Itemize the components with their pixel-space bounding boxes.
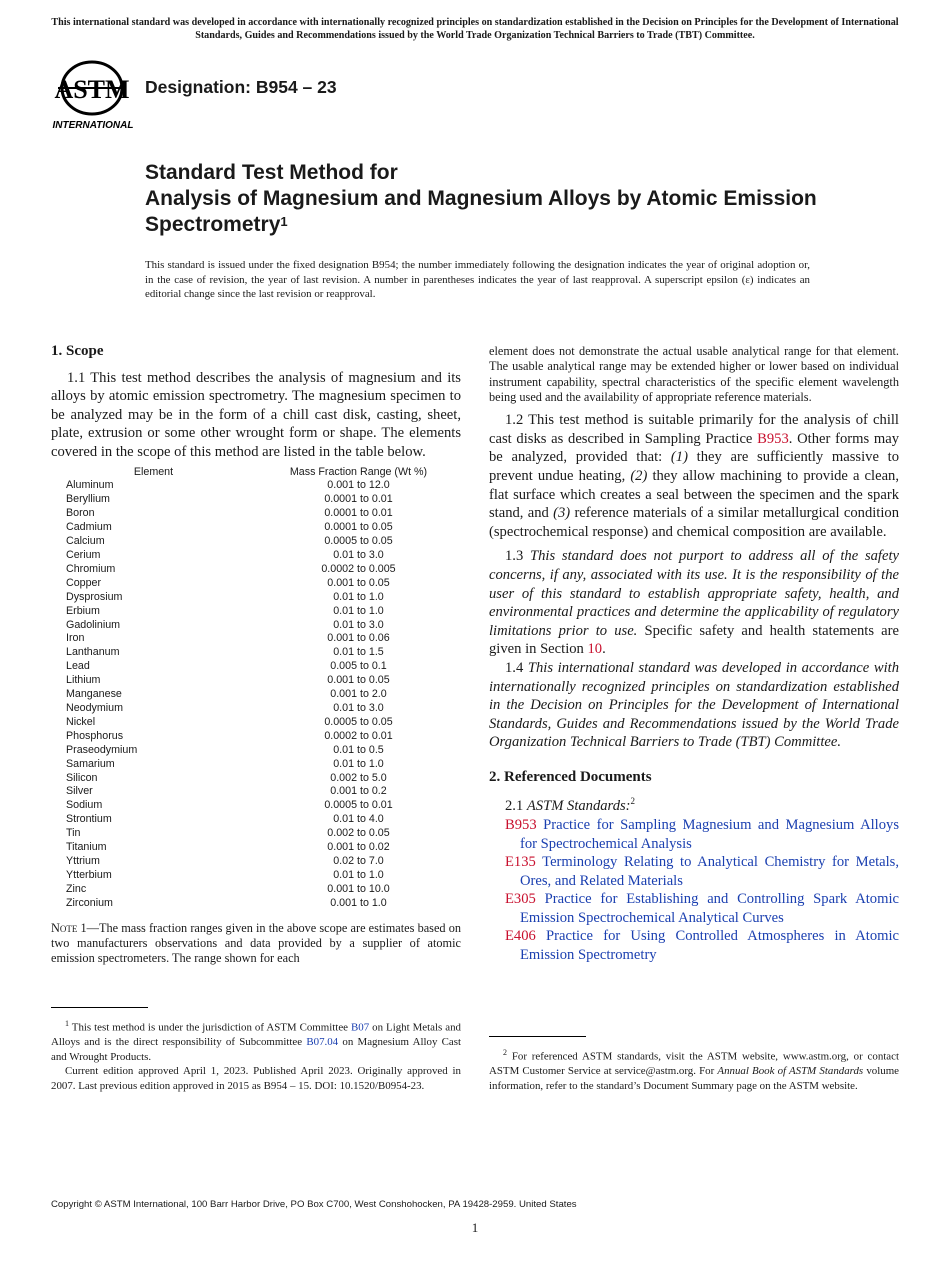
mass-fraction-range: 0.02 to 7.0 [333, 854, 384, 867]
element-name: Silver [66, 785, 93, 798]
astm-standards-label: 2.1 ASTM Standards:$^2$ [505, 796, 636, 815]
element-name: Strontium [66, 813, 112, 826]
mass-fraction-range: 0.01 to 1.0 [333, 757, 384, 770]
reference-item [505, 890, 899, 927]
element-name: Cadmium [66, 521, 112, 534]
table-row [51, 479, 461, 493]
copyright: Copyright © ASTM International, 100 Barr Harbor Drive, PO Box C700, West Conshohocken, PA 19428-2959. United States [51, 1199, 577, 1210]
table-row [51, 744, 461, 758]
mass-fraction-range: 0.01 to 1.0 [333, 604, 384, 617]
mass-fraction-range: 0.0001 to 0.01 [324, 507, 393, 520]
mass-fraction-range: 0.005 to 0.1 [330, 660, 387, 673]
reference-code-link[interactable]: E135 [505, 854, 536, 871]
reference-item [505, 927, 899, 964]
footnote-2: $^2$ For referenced ASTM standards, visit the ASTM website, www.astm.org, or contact ASTM Customer Service at service@astm.org. For Annual Book of ASTM Standards volume information, refer to the standard’s Document Summary page on the ASTM website. [489, 1048, 899, 1092]
mass-fraction-range: 0.001 to 10.0 [327, 882, 390, 895]
note-label: Note 1 [51, 920, 87, 935]
table-row [51, 535, 461, 549]
table-row [51, 591, 461, 605]
table-row [51, 772, 461, 786]
table-row [51, 577, 461, 591]
refs-heading: 2. Referenced Documents [489, 768, 652, 785]
mass-fraction-range: 0.01 to 1.5 [333, 646, 384, 659]
mass-fraction-range: 0.001 to 2.0 [330, 688, 387, 701]
title-line-2: Analysis of Magnesium and Magnesium Alloys by Atomic Emission Spectrometry$^1$ [145, 187, 817, 236]
element-name: Dysprosium [66, 590, 123, 603]
table-row [51, 730, 461, 744]
mass-fraction-range: 0.0002 to 0.01 [324, 729, 393, 742]
element-name: Sodium [66, 799, 103, 812]
table-row [51, 827, 461, 841]
left-column [51, 342, 461, 966]
mass-fraction-range: 0.0001 to 0.01 [324, 493, 393, 506]
element-name: Copper [66, 576, 102, 589]
element-name: Ytterbium [66, 868, 112, 881]
page-number: 1 [471, 1220, 479, 1235]
table-row [51, 869, 461, 883]
table-row [51, 632, 461, 646]
mass-fraction-range: 0.01 to 1.0 [333, 868, 384, 881]
table-row [51, 507, 461, 521]
reference-title-link[interactable]: Practice for Establishing and Controlling Spark Atomic Emission Spectrochemical Analytical Curves [520, 891, 899, 926]
table-row [51, 521, 461, 535]
table-row [51, 660, 461, 674]
link-b07[interactable]: B07 [351, 1021, 370, 1034]
element-name: Praseodymium [66, 743, 138, 756]
element-name: Iron [66, 632, 85, 645]
element-name: Aluminum [66, 479, 114, 492]
element-name: Yttrium [66, 854, 100, 867]
table-row [51, 563, 461, 577]
mass-fraction-range: 0.001 to 0.02 [327, 841, 390, 854]
issuance-statement: This standard is issued under the fixed designation B954; the number immediately following the designation indicates the year of original adoption or, in the case of revision, the year of last revision. A number in parentheses indicates the year of last reapproval. A superscript epsilon (ε) indicates an editorial change since the last revision or reapproval. [145, 259, 810, 300]
footnote-rule [51, 1007, 148, 1008]
table-row [51, 702, 461, 716]
reference-code-link[interactable]: E406 [505, 928, 536, 945]
mass-fraction-range: 0.001 to 0.05 [327, 674, 390, 687]
element-name: Calcium [66, 535, 105, 548]
table-row [51, 605, 461, 619]
logo-subtext: INTERNATIONAL [52, 120, 134, 130]
mass-fraction-range: 0.001 to 1.0 [330, 896, 387, 909]
reference-code-link[interactable]: E305 [505, 891, 536, 908]
element-name: Zinc [66, 882, 87, 895]
element-name: Gadolinium [66, 618, 121, 631]
mass-fraction-range: 0.0001 to 0.05 [324, 521, 393, 534]
footnote-1: $^1$ This test method is under the jurisdiction of ASTM Committee B07 on Light Metals and Alloys and is the direct responsibility of Subcommittee B07.04 on Magnesium Alloy Cast and Wrought Products. Current edition approved April 1, 2023. Published April 2023. Originally approved in 2007. Last previous edition approved in 2015 as B954 – 15. DOI: 10.1520/B0954-23. [51, 1019, 461, 1092]
mass-fraction-range: 0.01 to 3.0 [333, 701, 384, 714]
mass-fraction-range: 0.001 to 0.06 [327, 632, 390, 645]
table-row [51, 674, 461, 688]
element-name: Nickel [66, 715, 96, 728]
scope-heading: 1. Scope [51, 343, 104, 359]
table-row [51, 619, 461, 633]
table-row [51, 883, 461, 897]
element-name: Chromium [66, 562, 116, 575]
element-name: Tin [66, 827, 81, 840]
element-name: Erbium [66, 604, 100, 617]
element-name: Lead [66, 660, 90, 673]
reference-code-link[interactable]: B953 [505, 816, 537, 833]
mass-fraction-range: 0.002 to 0.05 [327, 827, 390, 840]
footnote-rule-right [489, 1036, 586, 1037]
element-name: Neodymium [66, 701, 124, 714]
reference-title-link[interactable]: Terminology Relating to Analytical Chemistry for Metals, Ores, and Related Materials [520, 854, 899, 889]
table-row [51, 493, 461, 507]
col-header-range: Mass Fraction Range (Wt %) [289, 465, 428, 478]
reference-item [505, 816, 899, 853]
standard-notice: This international standard was developed in accordance with internationally recognized principles on standardization established in the Decision on Principles for the Development of International Standards, Guides and Recommendations issued by the World Trade Organization Technical Barriers to Trade (TBT) Committee. [51, 17, 899, 41]
page-title [145, 160, 865, 238]
para-1-3: 1.3 This standard does not purport to address all of the safety concerns, if any, associated with its use. It is the responsibility of the user of this standard to establish appropriate safety, health, and environmental practices and determine the applicability of regulatory limitations prior to use. Specific safety and health statements are given in Section 10. [489, 548, 899, 658]
mass-fraction-range: 0.0002 to 0.005 [321, 562, 396, 575]
table-row [51, 688, 461, 702]
element-name: Zirconium [66, 896, 113, 909]
table-row [51, 841, 461, 855]
link-b953-inline[interactable]: B953 [757, 430, 789, 447]
mass-fraction-range: 0.0005 to 0.05 [324, 535, 393, 548]
astm-logo [52, 58, 134, 130]
para-1-4: 1.4 This international standard was developed in accordance with internationally recognized principles on standardization established in the Decision on Principles for the Development of International Standards, Guides and Recommendations issued by the World Trade Organization Technical Barriers to Trade (TBT) Committee. [489, 659, 900, 751]
mass-fraction-range: 0.001 to 0.2 [330, 785, 387, 798]
element-name: Silicon [66, 771, 98, 784]
col-header-element: Element [133, 465, 174, 478]
element-name: Lanthanum [66, 646, 120, 659]
table-row [51, 785, 461, 799]
table-header-row [51, 466, 461, 480]
logo-text: ASTM [54, 75, 130, 104]
table-row [51, 716, 461, 730]
table-row [51, 813, 461, 827]
element-name: Samarium [66, 757, 115, 770]
table-row [51, 799, 461, 813]
element-name: Lithium [66, 674, 101, 687]
astm-logo-graphic [52, 58, 134, 130]
element-name: Cerium [66, 549, 101, 561]
designation: Designation: B954 – 23 [145, 77, 337, 97]
element-name: Beryllium [66, 493, 110, 506]
element-name: Titanium [66, 841, 107, 854]
element-range-table [51, 466, 461, 911]
mass-fraction-range: 0.001 to 12.0 [327, 479, 390, 492]
note-1: Note 1—The mass fraction ranges given in the above scope are estimates based on two manufacturers observations and data provided by a supplier of atomic emission spectrometers. The range shown for each [51, 920, 461, 966]
reference-title-link[interactable]: Practice for Using Controlled Atmospheres in Atomic Emission Spectrometry [520, 928, 899, 964]
title-line-1: Standard Test Method for [145, 161, 398, 184]
mass-fraction-range: 0.01 to 1.0 [333, 590, 384, 603]
mass-fraction-range: 0.01 to 3.0 [333, 549, 384, 561]
right-column [489, 344, 899, 965]
reference-list [489, 816, 899, 965]
mass-fraction-range: 0.0005 to 0.05 [324, 715, 393, 728]
element-name: Boron [66, 507, 95, 520]
para-1-1: 1.1 This test method describes the analysis of magnesium and its alloys by atomic emission spectrometry. The magnesium specimen to be analyzed may be in the form of a chill cast disk, casting, sheet, plate, extrusion or some other wrought form or shape. The elements covered in the scope of this method are listed in the table below. [51, 369, 461, 460]
footnote-1-edition: Current edition approved April 1, 2023. Published April 2023. Originally approved in 2007. Last previous edition approved in 2015 as B954 – 15. DOI: 10.1520/B0954-23. [51, 1065, 461, 1092]
table-row [51, 855, 461, 869]
element-name: Phosphorus [66, 729, 124, 742]
mass-fraction-range: 0.01 to 0.5 [333, 743, 384, 756]
title-footnote-ref[interactable]: 1 [280, 214, 288, 229]
table-row [51, 758, 461, 772]
mass-fraction-range: 0.01 to 3.0 [333, 618, 384, 631]
para-1-2: 1.2 This test method is suitable primarily for the analysis of chill cast disks as described in Sampling Practice B953. Other forms may be analyzed, provided that: (1) they are sufficiently massive to prevent undue heating, (2) they allow machining to provide a clean, flat surface which creates a seal between the specimen and the spark stand, and (3) reference materials of a similar metallurgical condition (spectrochemical response) and chemical composition are available. [489, 412, 899, 540]
table-row [51, 549, 461, 563]
link-section-10[interactable]: 10 [587, 641, 603, 658]
reference-item [505, 853, 899, 890]
element-name: Manganese [66, 688, 122, 701]
table-row [51, 646, 461, 660]
note-1-continued: element does not demonstrate the actual usable analytical range for that element. The usable analytical range may be extended higher or lower based on individual instrument capability, spectral characteristics of the specific element wavelength being used and the availability of appropriate reference materials. [489, 344, 899, 404]
reference-title-link[interactable]: Practice for Sampling Magnesium and Magnesium Alloys for Spectrochemical Analysis [520, 816, 899, 852]
mass-fraction-range: 0.0005 to 0.01 [324, 799, 393, 812]
mass-fraction-range: 0.01 to 4.0 [333, 813, 384, 826]
table-row [51, 897, 461, 911]
mass-fraction-range: 0.001 to 0.05 [327, 576, 390, 589]
mass-fraction-range: 0.002 to 5.0 [330, 771, 387, 784]
link-b07-04[interactable]: B07.04 [306, 1036, 339, 1049]
